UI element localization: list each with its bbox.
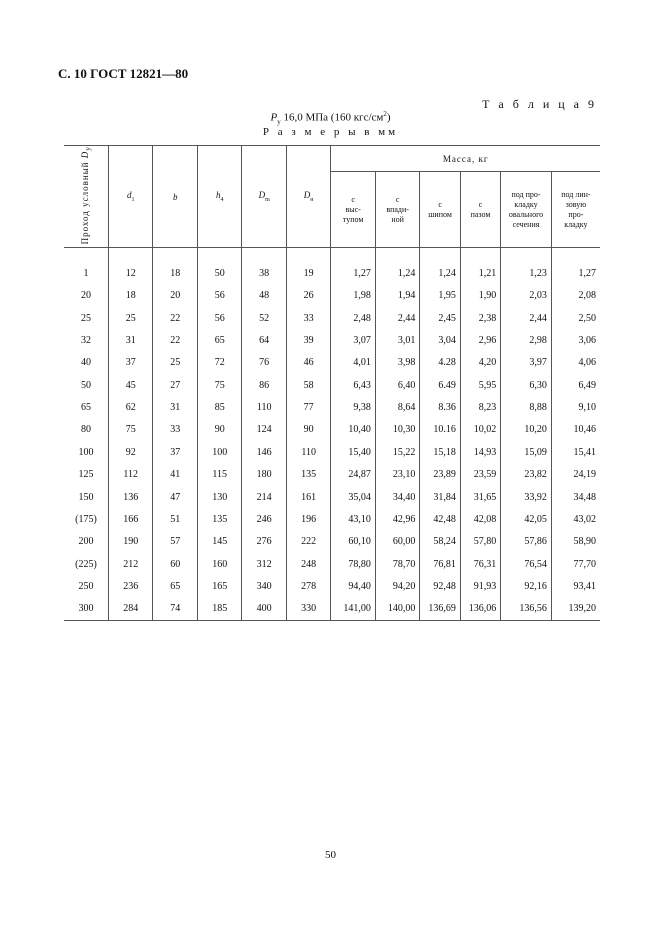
table-cell: 1,24 bbox=[375, 248, 419, 285]
table-cell: 65 bbox=[64, 396, 108, 418]
table-cell: 86 bbox=[242, 374, 286, 396]
table-cell: 4,20 bbox=[460, 352, 500, 374]
table-cell: 212 bbox=[108, 553, 152, 575]
table-cell: 214 bbox=[242, 486, 286, 508]
table-cell: 33 bbox=[286, 307, 330, 329]
table-cell: 180 bbox=[242, 464, 286, 486]
table-cell: 6,30 bbox=[501, 374, 552, 396]
table-cell: 200 bbox=[64, 531, 108, 553]
table-cell: 37 bbox=[153, 441, 197, 463]
table-cell: 40 bbox=[64, 352, 108, 374]
table-cell: 14,93 bbox=[460, 441, 500, 463]
table-cell: 196 bbox=[286, 508, 330, 530]
table-cell: 64 bbox=[242, 329, 286, 351]
table-row bbox=[64, 248, 600, 285]
table-cell: 2,44 bbox=[501, 307, 552, 329]
table-cell: 62 bbox=[108, 396, 152, 418]
table-cell: 284 bbox=[108, 598, 152, 620]
table-cell: 26 bbox=[286, 284, 330, 306]
table-cell: 130 bbox=[197, 486, 241, 508]
table-cell: 74 bbox=[153, 598, 197, 620]
table-cell: 31 bbox=[153, 396, 197, 418]
table-cell: 141,00 bbox=[331, 598, 375, 620]
table-cell: 145 bbox=[197, 531, 241, 553]
table-cell: 1,94 bbox=[375, 284, 419, 306]
table-cell: 10,46 bbox=[573, 424, 596, 436]
table-cell: 24,87 bbox=[331, 464, 375, 486]
table-cell: 37 bbox=[108, 352, 152, 374]
table-cell: 160 bbox=[197, 553, 241, 575]
table-cell: 43,02 bbox=[573, 514, 596, 526]
table-cell: 135 bbox=[197, 508, 241, 530]
table-cell: 39 bbox=[286, 329, 330, 351]
table-cell: 3,98 bbox=[375, 352, 419, 374]
nominal-pressure bbox=[0, 110, 661, 126]
table-cell: 165 bbox=[197, 576, 241, 598]
dimensions-note: Р а з м е р ы в мм bbox=[262, 126, 399, 138]
table-cell: 23,82 bbox=[501, 464, 552, 486]
table-cell: 77,70 bbox=[573, 558, 596, 570]
table-cell: 60,00 bbox=[375, 531, 419, 553]
table-cell: 6,40 bbox=[375, 374, 419, 396]
table-row bbox=[64, 284, 600, 306]
table-cell: 1,23 bbox=[501, 248, 552, 285]
table-body bbox=[64, 248, 600, 620]
table-cell: 23,10 bbox=[375, 464, 419, 486]
mass-subheader: с шипом bbox=[420, 172, 460, 248]
table-cell: 57,80 bbox=[460, 531, 500, 553]
table-cell: 124 bbox=[242, 419, 286, 441]
table-cell: 76,31 bbox=[460, 553, 500, 575]
pressure-close: ) bbox=[386, 111, 391, 124]
table-cell: 8,23 bbox=[460, 396, 500, 418]
table-cell: 5,95 bbox=[460, 374, 500, 396]
table-cell: 1 bbox=[64, 248, 108, 285]
table-cell: 19 bbox=[286, 248, 330, 285]
table-row bbox=[64, 486, 600, 508]
table-cell: 23,59 bbox=[460, 464, 500, 486]
table-cell: 41 bbox=[153, 464, 197, 486]
table-cell: 112 bbox=[108, 464, 152, 486]
table-cell: 18 bbox=[153, 248, 197, 285]
table-row bbox=[64, 374, 600, 396]
table-cell: 312 bbox=[242, 553, 286, 575]
table-cell: 56 bbox=[197, 284, 241, 306]
table-cell: 22 bbox=[153, 329, 197, 351]
table-cell: 58,24 bbox=[420, 531, 460, 553]
table-cell: 92,16 bbox=[501, 576, 552, 598]
col-header-passage-sym: D bbox=[79, 150, 90, 159]
table-label: Т а б л и ц а 9 bbox=[482, 97, 597, 111]
table-row bbox=[64, 598, 600, 620]
table-cell: 15,09 bbox=[501, 441, 552, 463]
col-header-h4: $h_4$ bbox=[197, 146, 241, 248]
table-cell: 1,21 bbox=[460, 248, 500, 285]
table-cell: 136,06 bbox=[460, 598, 500, 620]
table-cell: 92,48 bbox=[420, 576, 460, 598]
table-cell: 78,70 bbox=[375, 553, 419, 575]
col-header-dn: $D_н$ bbox=[286, 146, 330, 248]
table-cell: 166 bbox=[108, 508, 152, 530]
table-cell: 6,49 bbox=[578, 379, 596, 391]
table-cell: 12 bbox=[108, 248, 152, 285]
table-cell: 25 bbox=[108, 307, 152, 329]
table-cell: 77 bbox=[286, 396, 330, 418]
table-cell: 57,86 bbox=[501, 531, 552, 553]
table-cell: 278 bbox=[286, 576, 330, 598]
table-cell: 4,01 bbox=[331, 352, 375, 374]
table-cell: 34,40 bbox=[375, 486, 419, 508]
table-cell: 8,64 bbox=[375, 396, 419, 418]
table-cell: 51 bbox=[153, 508, 197, 530]
table-cell: 3,06 bbox=[578, 334, 596, 346]
document-header: С. 10 ГОСТ 12821—80 bbox=[58, 66, 189, 81]
table-cell: 58 bbox=[286, 374, 330, 396]
table-cell: 76 bbox=[242, 352, 286, 374]
table-row bbox=[64, 531, 600, 553]
table-row bbox=[64, 396, 600, 418]
mass-subheader: с выс- тупом bbox=[331, 172, 375, 248]
col-header-d1: $d_1$ bbox=[108, 146, 152, 248]
table-cell: 57 bbox=[153, 531, 197, 553]
table-cell: 31,65 bbox=[460, 486, 500, 508]
table-cell: 33,92 bbox=[501, 486, 552, 508]
table-cell: 24,19 bbox=[573, 469, 596, 481]
mass-header: Масса, кг bbox=[331, 146, 600, 172]
table-cell: 10,20 bbox=[501, 419, 552, 441]
table-cell: 250 bbox=[64, 576, 108, 598]
table-cell: 42,96 bbox=[375, 508, 419, 530]
table-cell: 94,20 bbox=[375, 576, 419, 598]
table-cell: 150 bbox=[64, 486, 108, 508]
table-cell: 91,93 bbox=[460, 576, 500, 598]
table-cell: 56 bbox=[197, 307, 241, 329]
table-cell: 15,22 bbox=[375, 441, 419, 463]
table-row bbox=[64, 576, 600, 598]
table-cell: 76,54 bbox=[501, 553, 552, 575]
table-cell: 46 bbox=[286, 352, 330, 374]
table-cell: 246 bbox=[242, 508, 286, 530]
pressure-sup: 2 bbox=[383, 110, 387, 118]
table-cell: 136,56 bbox=[501, 598, 552, 620]
table-cell: (225) bbox=[64, 553, 108, 575]
table-cell: 3,97 bbox=[501, 352, 552, 374]
pressure-value: 16,0 МПа (160 кгс/см bbox=[283, 111, 384, 124]
table-cell: 161 bbox=[286, 486, 330, 508]
table-cell: 78,80 bbox=[331, 553, 375, 575]
table-cell: 42,48 bbox=[420, 508, 460, 530]
col-header-passage-label: Проход условный bbox=[79, 161, 90, 245]
col-header-passage bbox=[64, 146, 108, 248]
table-cell: 45 bbox=[108, 374, 152, 396]
table-cell: 31 bbox=[108, 329, 152, 351]
table-row bbox=[64, 352, 600, 374]
table-cell: 42,08 bbox=[460, 508, 500, 530]
table-cell: 50 bbox=[197, 248, 241, 285]
table-cell: 60,10 bbox=[331, 531, 375, 553]
table-cell: 2,98 bbox=[501, 329, 552, 351]
table-row bbox=[64, 441, 600, 463]
table-cell: 90 bbox=[197, 419, 241, 441]
table-cell: 136 bbox=[108, 486, 152, 508]
table-cell: 2,08 bbox=[578, 290, 596, 302]
table-cell: 23,89 bbox=[420, 464, 460, 486]
table-cell: 2,45 bbox=[420, 307, 460, 329]
table-cell: 2,48 bbox=[331, 307, 375, 329]
table-cell: 58,90 bbox=[573, 536, 596, 548]
table-cell: 65 bbox=[197, 329, 241, 351]
page-number: 50 bbox=[325, 849, 336, 861]
table-cell: 136,69 bbox=[420, 598, 460, 620]
table-cell: 15,41 bbox=[573, 446, 596, 458]
table-cell: 248 bbox=[286, 553, 330, 575]
table-cell: 139,20 bbox=[551, 598, 600, 620]
table-cell: 2,03 bbox=[501, 284, 552, 306]
table-cell: 65 bbox=[153, 576, 197, 598]
table-cell: 3,01 bbox=[375, 329, 419, 351]
table-cell: 2,38 bbox=[460, 307, 500, 329]
table-cell: 1,27 bbox=[331, 248, 375, 285]
col-header-dm: $D_m$ bbox=[242, 146, 286, 248]
col-header-b: b bbox=[153, 146, 197, 248]
table-cell: 222 bbox=[286, 531, 330, 553]
table-cell: 25 bbox=[64, 307, 108, 329]
table-cell: 2,96 bbox=[460, 329, 500, 351]
table-cell: 4.28 bbox=[420, 352, 460, 374]
table-row bbox=[64, 464, 600, 486]
table-cell: 135 bbox=[286, 464, 330, 486]
table-row bbox=[64, 329, 600, 351]
table-cell: 20 bbox=[153, 284, 197, 306]
table-cell: 80 bbox=[64, 419, 108, 441]
table-cell: 10,02 bbox=[460, 419, 500, 441]
table-cell: 85 bbox=[197, 396, 241, 418]
table-cell: 25 bbox=[153, 352, 197, 374]
table-cell: 1,27 bbox=[578, 267, 596, 279]
table-cell: 100 bbox=[64, 441, 108, 463]
table-cell: 18 bbox=[108, 284, 152, 306]
table-row bbox=[64, 307, 600, 329]
table-cell: 1,98 bbox=[331, 284, 375, 306]
table-cell: 43,10 bbox=[331, 508, 375, 530]
table-cell: 9,10 bbox=[578, 402, 596, 414]
table-cell: 48 bbox=[242, 284, 286, 306]
table-cell: 33 bbox=[153, 419, 197, 441]
table-cell: 22 bbox=[153, 307, 197, 329]
mass-subheader: с впади- ной bbox=[375, 172, 419, 248]
table-cell: 190 bbox=[108, 531, 152, 553]
table-cell: 6.49 bbox=[420, 374, 460, 396]
table-cell: 9,38 bbox=[331, 396, 375, 418]
table-cell: 100 bbox=[197, 441, 241, 463]
table-cell: 2,44 bbox=[375, 307, 419, 329]
table-cell: 20 bbox=[64, 284, 108, 306]
pressure-symbol: P bbox=[270, 111, 278, 124]
table-cell: 38 bbox=[242, 248, 286, 285]
mass-subheader: под лин- зовую про- кладку bbox=[551, 172, 600, 248]
table-cell: 4,06 bbox=[578, 357, 596, 369]
table-cell: 50 bbox=[64, 374, 108, 396]
table-cell: 340 bbox=[242, 576, 286, 598]
table-cell: 75 bbox=[108, 419, 152, 441]
col-header-passage-sub: y bbox=[82, 146, 92, 151]
table-cell: 34,48 bbox=[573, 491, 596, 503]
table-cell: 125 bbox=[64, 464, 108, 486]
table-cell: 185 bbox=[197, 598, 241, 620]
table-cell: (175) bbox=[64, 508, 108, 530]
table-cell: 47 bbox=[153, 486, 197, 508]
table-cell: 1,95 bbox=[420, 284, 460, 306]
table-cell: 60 bbox=[153, 553, 197, 575]
table-cell: 1,90 bbox=[460, 284, 500, 306]
pressure-subscript: y bbox=[277, 117, 281, 126]
table-cell: 330 bbox=[286, 598, 330, 620]
table-cell: 90 bbox=[286, 419, 330, 441]
table-cell: 8,88 bbox=[501, 396, 552, 418]
table-cell: 110 bbox=[242, 396, 286, 418]
table-cell: 110 bbox=[286, 441, 330, 463]
table-cell: 400 bbox=[242, 598, 286, 620]
table-cell: 8.36 bbox=[420, 396, 460, 418]
table-cell: 92 bbox=[108, 441, 152, 463]
table-cell: 236 bbox=[108, 576, 152, 598]
table-cell: 15,40 bbox=[331, 441, 375, 463]
table-cell: 42,05 bbox=[501, 508, 552, 530]
table-cell: 6,43 bbox=[331, 374, 375, 396]
table-cell: 140,00 bbox=[375, 598, 419, 620]
table-cell: 276 bbox=[242, 531, 286, 553]
table-row bbox=[64, 419, 600, 441]
table-cell: 146 bbox=[242, 441, 286, 463]
table-cell: 52 bbox=[242, 307, 286, 329]
table-cell: 3,07 bbox=[331, 329, 375, 351]
table-cell: 10,30 bbox=[375, 419, 419, 441]
table-cell: 2,50 bbox=[578, 312, 596, 324]
table-row bbox=[64, 508, 600, 530]
table-cell: 1,24 bbox=[420, 248, 460, 285]
mass-subheader: с пазом bbox=[460, 172, 500, 248]
table-cell: 76,81 bbox=[420, 553, 460, 575]
table-cell: 35,04 bbox=[331, 486, 375, 508]
table-row bbox=[64, 553, 600, 575]
table-cell: 32 bbox=[64, 329, 108, 351]
flange-data-table bbox=[64, 145, 600, 621]
table-cell: 10,40 bbox=[331, 419, 375, 441]
table-cell: 75 bbox=[197, 374, 241, 396]
table-cell: 15,18 bbox=[420, 441, 460, 463]
table-cell: 3,04 bbox=[420, 329, 460, 351]
table-cell: 72 bbox=[197, 352, 241, 374]
table-cell: 115 bbox=[197, 464, 241, 486]
table-cell: 10.16 bbox=[420, 419, 460, 441]
mass-subheader: под про- кладку овального сечения bbox=[501, 172, 552, 248]
table-cell: 31,84 bbox=[420, 486, 460, 508]
table-cell: 27 bbox=[153, 374, 197, 396]
table-cell: 93,41 bbox=[573, 581, 596, 593]
table-cell: 300 bbox=[64, 598, 108, 620]
table-cell: 94,40 bbox=[331, 576, 375, 598]
